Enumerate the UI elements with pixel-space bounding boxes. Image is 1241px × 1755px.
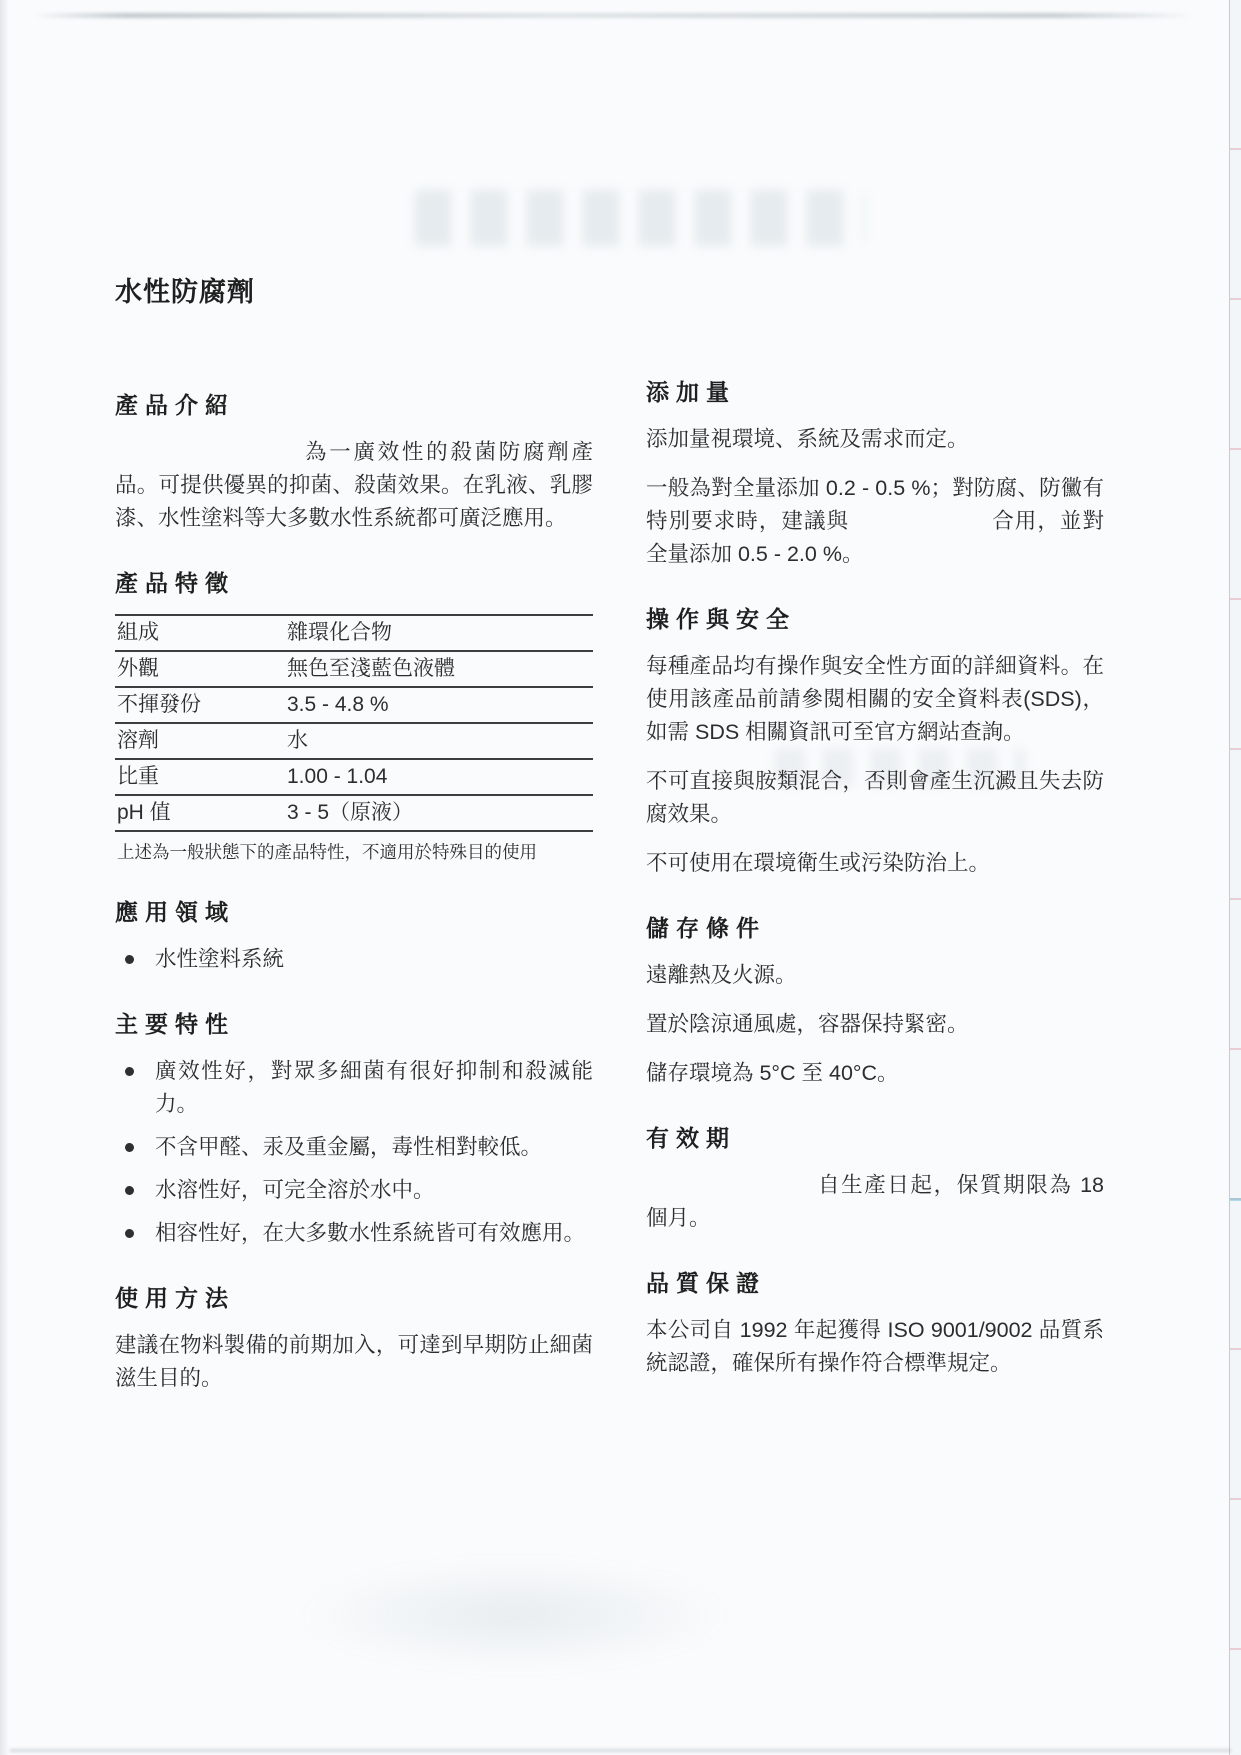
handling-safety-paragraph-3: 不可使用在環境衛生或污染防治上。 <box>646 851 991 875</box>
section-quality-assurance <box>646 1265 1104 1380</box>
row-label: 溶劑 <box>115 723 285 759</box>
features-table-note: 上述為一般狀態下的產品特性，不適用於特殊目的使用 <box>117 842 537 862</box>
quality-assurance-heading: 品質保證 <box>646 1270 766 1296</box>
usage-method-heading: 使用方法 <box>115 1285 235 1311</box>
table-row <box>115 687 593 723</box>
list-item-text: 廣效性好，對眾多細菌有很好抑制和殺滅能力。 <box>155 1059 593 1116</box>
product-features-heading: 產品特徵 <box>115 570 235 596</box>
section-product-intro <box>115 387 593 535</box>
row-label: 比重 <box>115 759 285 795</box>
dosage-text-after-redaction: 合用，並對全量添加 0.5 - 2.0 %。 <box>646 509 1104 566</box>
page-title: 水性防腐劑 <box>115 277 255 307</box>
bullet-icon <box>125 1186 134 1195</box>
table-row <box>115 723 593 759</box>
section-application-areas <box>115 894 593 976</box>
section-handling-safety <box>646 601 1104 880</box>
list-item-text: 水溶性好，可完全溶於水中。 <box>155 1178 435 1202</box>
product-intro-paragraph: 為一廣效性的殺菌防腐劑產品。可提供優異的抑菌、殺菌效果。在乳液、乳膠漆、水性塗料等大多數水性系統都可廣泛應用。 <box>115 440 593 530</box>
left-column <box>115 270 593 1411</box>
bullet-icon <box>125 1229 134 1238</box>
section-dosage <box>646 374 1104 571</box>
section-shelf-life <box>646 1120 1104 1235</box>
right-column <box>646 374 1104 1396</box>
section-key-properties <box>115 1006 593 1250</box>
dosage-paragraph-1: 添加量視環境、系統及需求而定。 <box>646 427 969 451</box>
scan-left-edge-shadow <box>0 0 9 1755</box>
section-product-features <box>115 565 593 864</box>
usage-method-paragraph: 建議在物料製備的前期加入，可達到早期防止細菌滋生目的。 <box>115 1333 593 1390</box>
product-intro-heading: 產品介紹 <box>115 392 235 418</box>
handling-safety-heading: 操作與安全 <box>646 606 796 632</box>
application-areas-heading: 應用領域 <box>115 899 235 925</box>
list-item-text: 相容性好，在大多數水性系統皆可有效應用。 <box>155 1221 586 1245</box>
shelf-life-paragraph: 自生產日起，保質期限為 18 個月。 <box>646 1173 1104 1230</box>
row-value: 雜環化合物 <box>285 615 593 651</box>
bullet-icon <box>125 1143 134 1152</box>
list-item-text: 水性塗料系統 <box>155 947 285 971</box>
row-label: pH 值 <box>115 795 285 831</box>
handling-safety-paragraph-2: 不可直接與胺類混合，否則會產生沉澱且失去防腐效果。 <box>646 769 1104 826</box>
scan-right-edge-mark <box>1230 1198 1241 1201</box>
bullet-icon <box>125 1067 134 1076</box>
dosage-paragraph-2 <box>646 472 1104 571</box>
table-row <box>115 615 593 651</box>
row-value: 1.00 - 1.04 <box>285 759 593 795</box>
list-item-text: 不含甲醛、汞及重金屬，毒性相對較低。 <box>155 1135 543 1159</box>
scan-right-page-edge <box>1229 0 1241 1755</box>
storage-conditions-heading: 儲存條件 <box>646 915 766 941</box>
list-item <box>115 1055 593 1121</box>
list-item <box>115 1217 593 1250</box>
dosage-heading: 添加量 <box>646 379 736 405</box>
application-areas-list <box>115 943 593 976</box>
row-value: 無色至淺藍色液體 <box>285 651 593 687</box>
table-row <box>115 795 593 831</box>
storage-paragraph-3: 儲存環境為 5°C 至 40°C。 <box>646 1061 899 1085</box>
list-item <box>115 943 593 976</box>
handling-safety-paragraph-1: 每種產品均有操作與安全性方面的詳細資料。在使用該產品前請參閱相關的安全資料表(SDS)，如需 SDS 相關資訊可至官方網站查詢。 <box>646 654 1104 744</box>
list-item <box>115 1174 593 1207</box>
bleed-through-text-artifact <box>415 190 865 246</box>
row-label: 不揮發份 <box>115 687 285 723</box>
row-value: 3.5 - 4.8 % <box>285 687 593 723</box>
key-properties-heading: 主要特性 <box>115 1011 235 1037</box>
table-row <box>115 651 593 687</box>
section-storage-conditions <box>646 910 1104 1090</box>
storage-paragraph-2: 置於陰涼通風處，容器保持緊密。 <box>646 1012 969 1036</box>
list-item <box>115 1131 593 1164</box>
key-properties-list <box>115 1055 593 1250</box>
scan-top-streak-artifact <box>34 13 1195 18</box>
row-label: 外觀 <box>115 651 285 687</box>
quality-assurance-paragraph: 本公司自 1992 年起獲得 ISO 9001/9002 品質系統認證，確保所有操作符合標準規定。 <box>646 1318 1104 1375</box>
row-label: 組成 <box>115 615 285 651</box>
storage-paragraph-1: 遠離熱及火源。 <box>646 963 797 987</box>
dosage-text-before-redaction: 一般為對全量添加 0.2 - 0.5 %；對防腐、防黴有特別要求時，建議與 <box>646 476 1104 533</box>
table-row <box>115 759 593 795</box>
row-value: 3 - 5（原液） <box>285 795 593 831</box>
product-features-table <box>115 614 593 832</box>
section-usage-method <box>115 1280 593 1395</box>
bleed-through-blob-artifact <box>300 1560 730 1670</box>
row-value: 水 <box>285 723 593 759</box>
shelf-life-heading: 有效期 <box>646 1125 736 1151</box>
bullet-icon <box>125 955 134 964</box>
scan-bottom-streak-artifact <box>10 1749 1231 1752</box>
